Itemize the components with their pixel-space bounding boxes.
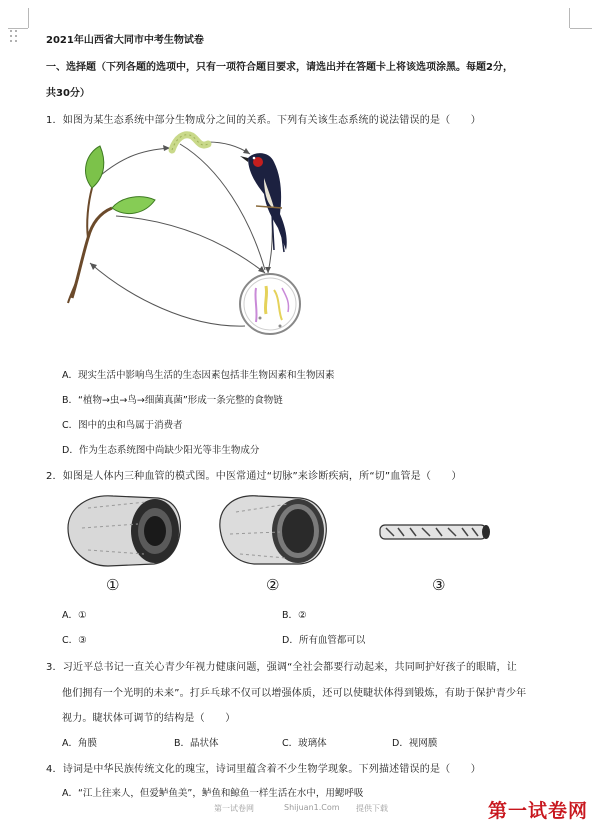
blood-vessels-figure	[58, 488, 508, 578]
question-3-line3: 视力。睫状体可调节的结构是（ ）	[62, 713, 236, 724]
question-3-line1: 3．习近平总书记一直关心青少年视力健康问题，强调“全社会都要行动起来，共同呵护好孩子的眼睛，让	[46, 662, 517, 673]
question-1-stem: 1．如图为某生态系统中部分生物成分之间的关系。下列有关该生态系统的说法错误的是（ ）	[46, 115, 481, 126]
question-3-option-c[interactable]: C．玻璃体	[282, 738, 327, 749]
question-1-option-c[interactable]: C．图中的虫和鸟属于消费者	[62, 420, 183, 431]
microorganism-circle	[240, 274, 300, 334]
crop-mark-top-left	[28, 8, 29, 28]
question-2-stem: 2．如图是人体内三种血管的模式图。中医常通过“切脉”来诊断疾病，所“切”血管是（ ）	[46, 471, 462, 482]
footer-site-url[interactable]: Shijuan1.Com	[284, 803, 340, 812]
crop-mark-top-right-h	[570, 28, 592, 29]
vessel-label-3: ③	[432, 576, 446, 594]
document-title: 2021年山西省大同市中考生物试卷	[46, 35, 204, 46]
footer-site-name: 第一试卷网	[214, 804, 254, 813]
brand-logo-text: 第一试卷网	[488, 800, 589, 822]
question-2-option-b[interactable]: B．②	[282, 610, 307, 621]
vessel-label-1: ①	[106, 576, 120, 594]
vessel-1-artery	[68, 496, 180, 566]
question-3-option-d[interactable]: D．视网膜	[392, 738, 438, 749]
crop-mark-top-left-h	[8, 28, 28, 29]
drag-handle-icon[interactable]	[10, 30, 20, 44]
vessel-label-2: ②	[266, 576, 280, 594]
swallow-bird	[240, 153, 287, 252]
question-2-option-c[interactable]: C．③	[62, 635, 87, 646]
question-2-option-a[interactable]: A．①	[62, 610, 87, 621]
question-4-option-a[interactable]: A．“江上往来人，但爱鲈鱼美”，鲈鱼和鲸鱼一样生活在水中，用鳃呼吸	[62, 788, 364, 799]
section-header-line1: 一、选择题（下列各题的选项中，只有一项符合题目要求，请选出并在答题卡上将该选项涂黑。每题2分，	[46, 62, 513, 73]
vessel-3-capillary	[380, 525, 490, 539]
question-3-line2: 他们拥有一个光明的未来”。打乒乓球不仅可以增强体质，还可以使睫状体得到锻炼，有助于保护青少年	[62, 688, 527, 699]
caterpillar	[172, 135, 208, 150]
footer-download: 提供下载	[356, 804, 388, 813]
question-3-option-a[interactable]: A．角膜	[62, 738, 97, 749]
question-4-stem: 4．诗词是中华民族传统文化的瑰宝，诗词里蕴含着不少生物学现象。下列描述错误的是（ ）	[46, 764, 481, 775]
crop-mark-top-right	[569, 8, 570, 28]
section-header-line2: 共30分）	[46, 88, 90, 99]
question-1-option-d[interactable]: D．作为生态系统图中尚缺少阳光等非生物成分	[62, 445, 260, 456]
ecosystem-figure	[60, 128, 320, 350]
vessel-2-vein	[220, 496, 326, 564]
question-1-option-b[interactable]: B．“植物→虫→鸟→细菌真菌”形成一条完整的食物链	[62, 395, 283, 406]
question-2-option-d[interactable]: D．所有血管都可以	[282, 635, 366, 646]
question-1-option-a[interactable]: A．现实生活中影响鸟生活的生态因素包括非生物因素和生物因素	[62, 370, 335, 381]
question-3-option-b[interactable]: B．晶状体	[174, 738, 219, 749]
